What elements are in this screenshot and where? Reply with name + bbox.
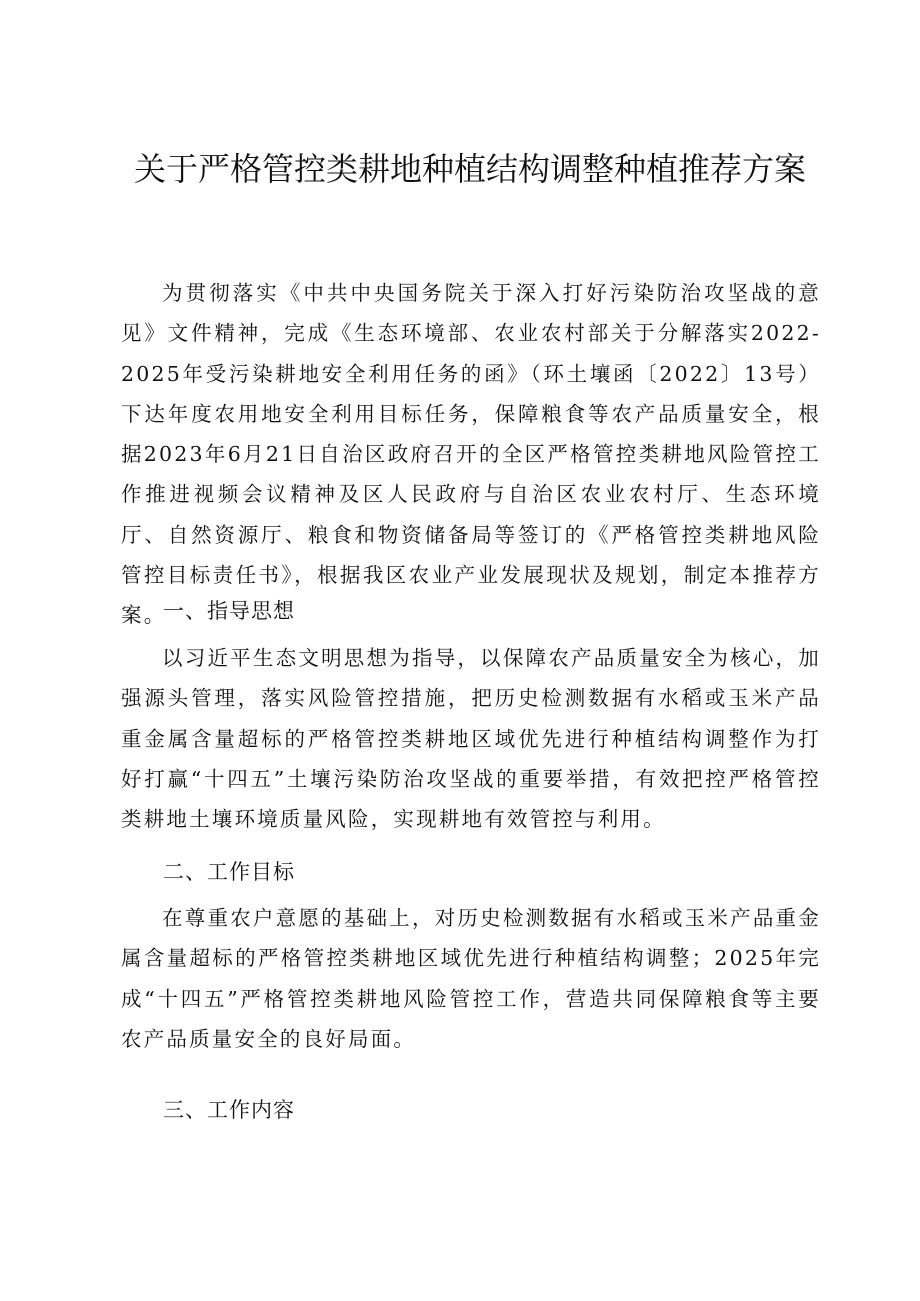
document-title: 关于严格管控类耕地种植结构调整种植推荐方案 xyxy=(133,150,806,188)
section-heading-work-content: 三、工作内容 xyxy=(163,1098,295,1122)
guiding-thought-paragraph: 以习近平生态文明思想为指导，以保障农产品质量安全为核心，加强源头管理，落实风险管控措施，把历史检测数据有水稻或玉米产品重金属含量超标的严格管控类耕地区域优先进行种植结构调整作为打好打赢“十四五”土壤污染防治攻坚战的重要举措，有效把控严格管控类耕地土壤环境质量风险，实现耕地有效管控与利用。 xyxy=(121,646,821,832)
section-heading-work-goals: 二、工作目标 xyxy=(163,860,295,884)
section-heading-guiding-thought: 一、指导思想 xyxy=(163,599,295,623)
intro-paragraph: 为贯彻落实《中共中央国务院关于深入打好污染防治攻坚战的意见》文件精神，完成《生态环境部、农业农村部关于分解落实2022-2025年受污染耕地安全利用任务的函》（环土壤函〔2022〕13号）下达年度农用地安全利用目标任务，保障粮食等农产品质量安全，根据2023年6月21日自治区政府召开的全区严格管控类耕地风险管控工作推进视频会议精神及区人民政府与自治区农业农村厅、生态环境厅、自然资源厅、粮食和物资储备局等签订的《严格管控类耕地风险管控目标责任书》，根据我区农业产业发展现状及规划，制定本推荐方案。 xyxy=(121,281,821,628)
work-goals-paragraph: 在尊重农户意愿的基础上，对历史检测数据有水稻或玉米产品重金属含量超标的严格管控类耕地区域优先进行种植结构调整；2025年完成“十四五”严格管控类耕地风险管控工作，营造共同保障粮食等主要农产品质量安全的良好局面。 xyxy=(121,906,821,1051)
